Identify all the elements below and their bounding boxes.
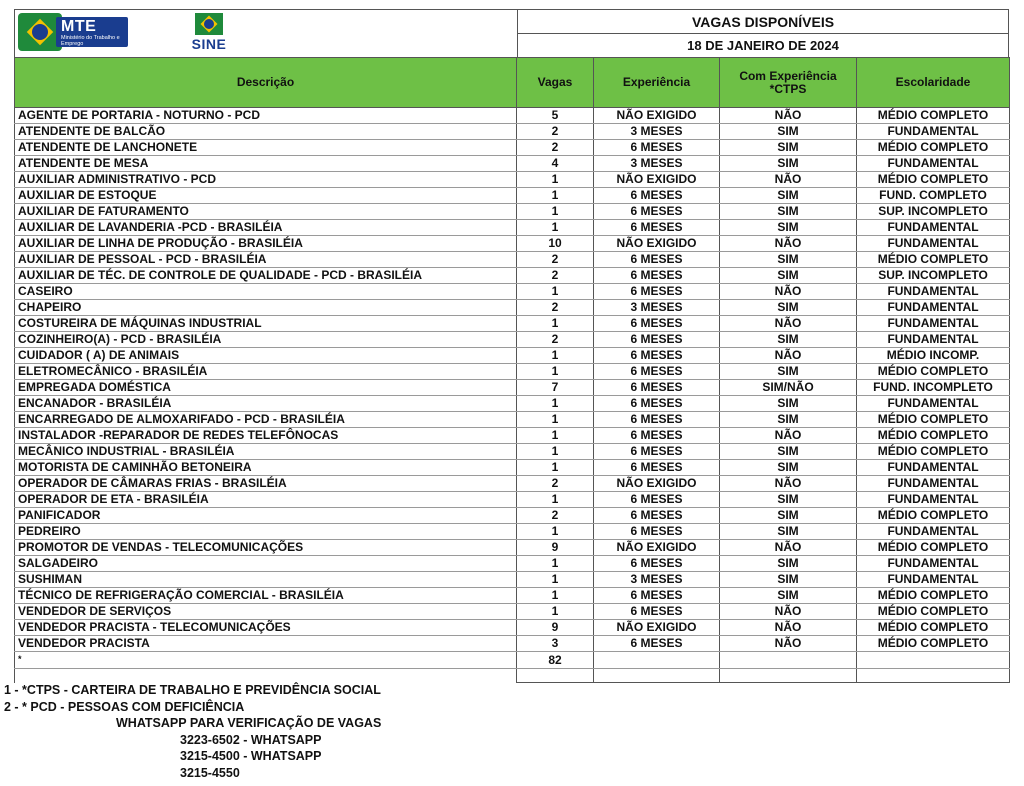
cell-vagas: 2 <box>517 140 594 156</box>
cell-escolaridade: FUNDAMENTAL <box>857 124 1010 140</box>
footnote-ctps: 1 - *CTPS - CARTEIRA DE TRABALHO E PREVIDÊNCIA SOCIAL <box>4 683 381 697</box>
cell-vagas: 1 <box>517 524 594 540</box>
cell-com-experiencia: SIM <box>720 444 857 460</box>
empty-cell <box>594 669 720 683</box>
footer-notes <box>4 682 381 781</box>
cell-descricao: PROMOTOR DE VENDAS - TELECOMUNICAÇÕES <box>15 540 517 556</box>
cell-experiencia: 6 MESES <box>594 268 720 284</box>
cell-com-experiencia: SIM <box>720 124 857 140</box>
cell-experiencia: NÃO EXIGIDO <box>594 236 720 252</box>
phone-number: 3215-4500 - WHATSAPP <box>180 749 322 763</box>
cell-escolaridade: MÉDIO COMPLETO <box>857 428 1010 444</box>
table-row <box>15 268 1010 284</box>
cell-experiencia: 6 MESES <box>594 316 720 332</box>
cell-experiencia: 6 MESES <box>594 588 720 604</box>
cell-vagas: 1 <box>517 444 594 460</box>
job-listing-sheet <box>14 9 1009 683</box>
cell-com-experiencia: NÃO <box>720 316 857 332</box>
cell-experiencia: 3 MESES <box>594 300 720 316</box>
cell-escolaridade: FUNDAMENTAL <box>857 156 1010 172</box>
cell-escolaridade: FUND. INCOMPLETO <box>857 380 1010 396</box>
cell-escolaridade: MÉDIO COMPLETO <box>857 620 1010 636</box>
table-row <box>15 620 1010 636</box>
cell-vagas: 1 <box>517 460 594 476</box>
cell-escolaridade: MÉDIO COMPLETO <box>857 172 1010 188</box>
cell-com-experiencia: NÃO <box>720 604 857 620</box>
cell-com-experiencia: SIM <box>720 524 857 540</box>
cell-experiencia: 3 MESES <box>594 124 720 140</box>
cell-vagas: 4 <box>517 156 594 172</box>
table-row <box>15 220 1010 236</box>
sine-logo <box>187 13 231 53</box>
cell-descricao: ATENDENTE DE BALCÃO <box>15 124 517 140</box>
vacancies-table <box>14 57 1010 683</box>
cell-escolaridade: FUNDAMENTAL <box>857 556 1010 572</box>
cell-descricao: PEDREIRO <box>15 524 517 540</box>
cell-experiencia: 6 MESES <box>594 380 720 396</box>
mte-logo-subtext: Ministério do Trabalho e Emprego <box>61 35 120 47</box>
empty-cell <box>857 652 1010 669</box>
cell-descricao: CHAPEIRO <box>15 300 517 316</box>
total-vagas: 82 <box>517 652 594 669</box>
cell-vagas: 1 <box>517 364 594 380</box>
cell-experiencia: 6 MESES <box>594 220 720 236</box>
cell-descricao: COZINHEIRO(A) - PCD - BRASILÉIA <box>15 332 517 348</box>
cell-escolaridade: FUNDAMENTAL <box>857 396 1010 412</box>
cell-descricao: AUXILIAR DE LAVANDERIA -PCD - BRASILÉIA <box>15 220 517 236</box>
whatsapp-heading: WHATSAPP PARA VERIFICAÇÃO DE VAGAS <box>116 716 382 730</box>
column-header-escolaridade: Escolaridade <box>857 58 1010 108</box>
cell-descricao: VENDEDOR PRACISTA - TELECOMUNICAÇÕES <box>15 620 517 636</box>
cell-experiencia: NÃO EXIGIDO <box>594 108 720 124</box>
total-marker: * <box>15 652 517 669</box>
cell-vagas: 1 <box>517 604 594 620</box>
table-body <box>15 108 1010 683</box>
column-header-descricao: Descrição <box>15 58 517 108</box>
cell-vagas: 1 <box>517 428 594 444</box>
table-row <box>15 588 1010 604</box>
mte-logo <box>18 13 130 51</box>
empty-cell <box>15 669 517 683</box>
cell-com-experiencia: SIM <box>720 220 857 236</box>
cell-escolaridade: MÉDIO COMPLETO <box>857 636 1010 652</box>
cell-escolaridade: FUNDAMENTAL <box>857 332 1010 348</box>
cell-descricao: ENCARREGADO DE ALMOXARIFADO - PCD - BRASILÉIA <box>15 412 517 428</box>
cell-escolaridade: FUNDAMENTAL <box>857 220 1010 236</box>
cell-experiencia: 6 MESES <box>594 188 720 204</box>
cell-vagas: 1 <box>517 588 594 604</box>
cell-com-experiencia: SIM <box>720 140 857 156</box>
cell-com-experiencia: SIM <box>720 204 857 220</box>
table-row <box>15 332 1010 348</box>
cell-com-experiencia: NÃO <box>720 620 857 636</box>
cell-escolaridade: FUNDAMENTAL <box>857 524 1010 540</box>
cell-descricao: SUSHIMAN <box>15 572 517 588</box>
cell-vagas: 1 <box>517 492 594 508</box>
sine-logo-text: SINE <box>191 36 227 52</box>
cell-experiencia: NÃO EXIGIDO <box>594 172 720 188</box>
table-row <box>15 396 1010 412</box>
cell-experiencia: 6 MESES <box>594 348 720 364</box>
cell-com-experiencia: SIM <box>720 412 857 428</box>
cell-descricao: CUIDADOR ( A) DE ANIMAIS <box>15 348 517 364</box>
cell-escolaridade: SUP. INCOMPLETO <box>857 268 1010 284</box>
cell-com-experiencia: SIM <box>720 252 857 268</box>
table-row <box>15 252 1010 268</box>
cell-vagas: 1 <box>517 220 594 236</box>
cell-experiencia: 6 MESES <box>594 412 720 428</box>
cell-com-experiencia: NÃO <box>720 348 857 364</box>
sine-flag-icon <box>195 13 223 35</box>
cell-descricao: MOTORISTA DE CAMINHÃO BETONEIRA <box>15 460 517 476</box>
cell-vagas: 2 <box>517 300 594 316</box>
total-row <box>15 652 1010 669</box>
cell-escolaridade: FUNDAMENTAL <box>857 236 1010 252</box>
cell-com-experiencia: SIM <box>720 188 857 204</box>
cell-escolaridade: FUND. COMPLETO <box>857 188 1010 204</box>
table-row <box>15 236 1010 252</box>
table-row <box>15 556 1010 572</box>
cell-vagas: 2 <box>517 332 594 348</box>
cell-com-experiencia: SIM <box>720 300 857 316</box>
cell-experiencia: 6 MESES <box>594 284 720 300</box>
cell-com-experiencia: SIM <box>720 508 857 524</box>
cell-experiencia: NÃO EXIGIDO <box>594 620 720 636</box>
table-row <box>15 444 1010 460</box>
cell-descricao: AUXILIAR DE PESSOAL - PCD - BRASILÉIA <box>15 252 517 268</box>
cell-descricao: ATENDENTE DE LANCHONETE <box>15 140 517 156</box>
empty-cell <box>857 669 1010 683</box>
cell-com-experiencia: NÃO <box>720 428 857 444</box>
cell-descricao: TÉCNICO DE REFRIGERAÇÃO COMERCIAL - BRASILÉIA <box>15 588 517 604</box>
cell-vagas: 2 <box>517 252 594 268</box>
cell-com-experiencia: SIM <box>720 156 857 172</box>
table-row <box>15 492 1010 508</box>
cell-descricao: ATENDENTE DE MESA <box>15 156 517 172</box>
cell-descricao: OPERADOR DE CÂMARAS FRIAS - BRASILÉIA <box>15 476 517 492</box>
table-row <box>15 380 1010 396</box>
table-row <box>15 412 1010 428</box>
cell-vagas: 1 <box>517 348 594 364</box>
cell-experiencia: 6 MESES <box>594 556 720 572</box>
cell-escolaridade: FUNDAMENTAL <box>857 476 1010 492</box>
cell-vagas: 7 <box>517 380 594 396</box>
table-row <box>15 300 1010 316</box>
table-row <box>15 204 1010 220</box>
table-row <box>15 636 1010 652</box>
cell-descricao: AUXILIAR DE TÉC. DE CONTROLE DE QUALIDADE - PCD - BRASILÉIA <box>15 268 517 284</box>
cell-experiencia: 3 MESES <box>594 156 720 172</box>
cell-vagas: 1 <box>517 188 594 204</box>
cell-vagas: 2 <box>517 268 594 284</box>
cell-com-experiencia: SIM <box>720 572 857 588</box>
cell-com-experiencia: SIM <box>720 396 857 412</box>
empty-cell <box>594 652 720 669</box>
cell-experiencia: 6 MESES <box>594 524 720 540</box>
cell-escolaridade: MÉDIO COMPLETO <box>857 540 1010 556</box>
cell-descricao: CASEIRO <box>15 284 517 300</box>
cell-descricao: EMPREGADA DOMÉSTICA <box>15 380 517 396</box>
cell-com-experiencia: SIM <box>720 332 857 348</box>
column-header-experiencia: Experiência <box>594 58 720 108</box>
table-row <box>15 460 1010 476</box>
cell-descricao: AUXILIAR DE ESTOQUE <box>15 188 517 204</box>
cell-vagas: 10 <box>517 236 594 252</box>
cell-escolaridade: MÉDIO COMPLETO <box>857 508 1010 524</box>
cell-descricao: VENDEDOR DE SERVIÇOS <box>15 604 517 620</box>
table-row <box>15 284 1010 300</box>
cell-escolaridade: MÉDIO COMPLETO <box>857 108 1010 124</box>
table-row <box>15 140 1010 156</box>
cell-descricao: SALGADEIRO <box>15 556 517 572</box>
cell-vagas: 2 <box>517 508 594 524</box>
cell-descricao: INSTALADOR -REPARADOR DE REDES TELEFÔNOCAS <box>15 428 517 444</box>
cell-escolaridade: MÉDIO COMPLETO <box>857 444 1010 460</box>
cell-escolaridade: FUNDAMENTAL <box>857 300 1010 316</box>
empty-cell <box>720 652 857 669</box>
cell-descricao: PANIFICADOR <box>15 508 517 524</box>
table-row <box>15 348 1010 364</box>
cell-descricao: ELETROMECÂNICO - BRASILÉIA <box>15 364 517 380</box>
cell-escolaridade: MÉDIO COMPLETO <box>857 588 1010 604</box>
cell-com-experiencia: NÃO <box>720 284 857 300</box>
cell-escolaridade: MÉDIO COMPLETO <box>857 364 1010 380</box>
phone-number: 3223-6502 - WHATSAPP <box>180 732 322 747</box>
cell-experiencia: NÃO EXIGIDO <box>594 476 720 492</box>
cell-com-experiencia: NÃO <box>720 108 857 124</box>
cell-vagas: 1 <box>517 316 594 332</box>
cell-vagas: 1 <box>517 412 594 428</box>
table-row <box>15 316 1010 332</box>
cell-escolaridade: SUP. INCOMPLETO <box>857 204 1010 220</box>
footnote-pcd: 2 - * PCD - PESSOAS COM DEFICIÊNCIA <box>4 699 245 714</box>
cell-escolaridade: FUNDAMENTAL <box>857 284 1010 300</box>
cell-com-experiencia: SIM <box>720 556 857 572</box>
cell-vagas: 1 <box>517 204 594 220</box>
cell-com-experiencia: NÃO <box>720 236 857 252</box>
cell-escolaridade: FUNDAMENTAL <box>857 460 1010 476</box>
cell-com-experiencia: SIM <box>720 364 857 380</box>
cell-com-experiencia: SIM <box>720 588 857 604</box>
cell-experiencia: 6 MESES <box>594 428 720 444</box>
cell-descricao: AUXILIAR DE FATURAMENTO <box>15 204 517 220</box>
cell-experiencia: 6 MESES <box>594 332 720 348</box>
table-row <box>15 428 1010 444</box>
column-header-vagas: Vagas <box>517 58 594 108</box>
cell-vagas: 9 <box>517 620 594 636</box>
cell-escolaridade: MÉDIO COMPLETO <box>857 140 1010 156</box>
cell-experiencia: 6 MESES <box>594 460 720 476</box>
table-row <box>15 572 1010 588</box>
cell-escolaridade: MÉDIO COMPLETO <box>857 412 1010 428</box>
cell-escolaridade: MÉDIO COMPLETO <box>857 604 1010 620</box>
table-row <box>15 124 1010 140</box>
empty-cell <box>517 669 594 683</box>
cell-vagas: 1 <box>517 172 594 188</box>
cell-com-experiencia: NÃO <box>720 540 857 556</box>
page-date: 18 DE JANEIRO DE 2024 <box>687 38 839 53</box>
cell-escolaridade: FUNDAMENTAL <box>857 572 1010 588</box>
cell-experiencia: 3 MESES <box>594 572 720 588</box>
cell-com-experiencia: NÃO <box>720 636 857 652</box>
table-row <box>15 156 1010 172</box>
table-row <box>15 188 1010 204</box>
cell-com-experiencia: SIM <box>720 492 857 508</box>
cell-experiencia: 6 MESES <box>594 140 720 156</box>
phone-number: 3215-4550 <box>180 765 240 780</box>
mte-logo-text: MTE <box>61 18 97 35</box>
table-row <box>15 364 1010 380</box>
cell-escolaridade: FUNDAMENTAL <box>857 316 1010 332</box>
cell-escolaridade: MÉDIO COMPLETO <box>857 252 1010 268</box>
cell-experiencia: 6 MESES <box>594 604 720 620</box>
table-row <box>15 524 1010 540</box>
cell-vagas: 1 <box>517 284 594 300</box>
cell-escolaridade: MÉDIO INCOMP. <box>857 348 1010 364</box>
cell-descricao: OPERADOR DE ETA - BRASILÉIA <box>15 492 517 508</box>
table-row <box>15 108 1010 124</box>
cell-descricao: AUXILIAR DE LINHA DE PRODUÇÃO - BRASILÉIA <box>15 236 517 252</box>
cell-com-experiencia: NÃO <box>720 172 857 188</box>
cell-experiencia: 6 MESES <box>594 492 720 508</box>
cell-com-experiencia: SIM <box>720 460 857 476</box>
blank-row <box>15 669 1010 683</box>
cell-experiencia: 6 MESES <box>594 364 720 380</box>
cell-descricao: VENDEDOR PRACISTA <box>15 636 517 652</box>
table-row <box>15 476 1010 492</box>
cell-experiencia: 6 MESES <box>594 508 720 524</box>
mte-logo-box <box>56 17 128 47</box>
cell-com-experiencia: SIM/NÃO <box>720 380 857 396</box>
logo-area <box>15 10 517 57</box>
cell-vagas: 3 <box>517 636 594 652</box>
cell-com-experiencia: SIM <box>720 268 857 284</box>
table-row <box>15 604 1010 620</box>
cell-com-experiencia: NÃO <box>720 476 857 492</box>
title-area <box>517 10 1008 57</box>
cell-descricao: ENCANADOR - BRASILÉIA <box>15 396 517 412</box>
cell-vagas: 2 <box>517 124 594 140</box>
column-header-com-experiencia: Com Experiência *CTPS <box>720 58 857 108</box>
cell-experiencia: NÃO EXIGIDO <box>594 540 720 556</box>
cell-vagas: 2 <box>517 476 594 492</box>
cell-descricao: COSTUREIRA DE MÁQUINAS INDUSTRIAL <box>15 316 517 332</box>
cell-descricao: MECÂNICO INDUSTRIAL - BRASILÉIA <box>15 444 517 460</box>
cell-experiencia: 6 MESES <box>594 444 720 460</box>
table-row <box>15 540 1010 556</box>
cell-escolaridade: FUNDAMENTAL <box>857 492 1010 508</box>
cell-vagas: 9 <box>517 540 594 556</box>
table-header-row <box>15 58 1010 108</box>
cell-vagas: 1 <box>517 396 594 412</box>
table-row <box>15 508 1010 524</box>
cell-experiencia: 6 MESES <box>594 204 720 220</box>
sheet-header <box>14 9 1009 57</box>
cell-experiencia: 6 MESES <box>594 252 720 268</box>
cell-vagas: 5 <box>517 108 594 124</box>
cell-vagas: 1 <box>517 572 594 588</box>
empty-cell <box>720 669 857 683</box>
cell-experiencia: 6 MESES <box>594 636 720 652</box>
cell-vagas: 1 <box>517 556 594 572</box>
cell-experiencia: 6 MESES <box>594 396 720 412</box>
table-row <box>15 172 1010 188</box>
cell-descricao: AUXILIAR ADMINISTRATIVO - PCD <box>15 172 517 188</box>
page-title: VAGAS DISPONÍVEIS <box>518 10 1008 34</box>
cell-descricao: AGENTE DE PORTARIA - NOTURNO - PCD <box>15 108 517 124</box>
